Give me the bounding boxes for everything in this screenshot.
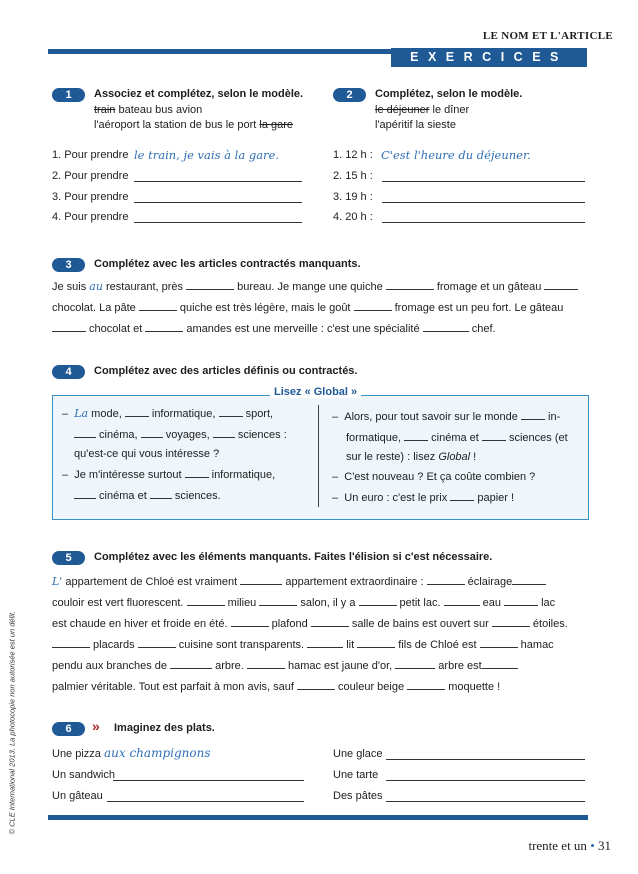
chapter-title: LE NOM ET L'ARTICLE — [482, 30, 613, 42]
text: hamac est jaune d'or, — [284, 660, 396, 672]
box-right-line-5 — [332, 491, 514, 504]
blank[interactable] — [504, 596, 538, 606]
magazine-name: Global — [438, 451, 471, 463]
blank[interactable] — [213, 428, 235, 438]
blank[interactable] — [52, 322, 86, 332]
exercise-3-line-3 — [52, 322, 496, 335]
exercise-6-right-1: Une glace — [333, 748, 383, 760]
blank[interactable] — [247, 659, 285, 669]
text: cinéma, — [96, 429, 141, 441]
text: couleur beige — [334, 681, 408, 693]
box-left-line-2 — [74, 428, 287, 441]
item-number: 2. — [333, 170, 343, 182]
struck-word: le déjeuner — [375, 104, 430, 116]
text: chef. — [468, 323, 496, 335]
word-list: le dîner — [429, 104, 470, 116]
exercise-2-item-3 — [333, 191, 373, 203]
exercise-3-instruction: Complétez avec les articles contractés manquants. — [94, 258, 361, 270]
blank[interactable] — [359, 596, 397, 606]
answer-line[interactable] — [107, 801, 304, 802]
blank[interactable] — [145, 322, 183, 332]
blank[interactable] — [185, 468, 209, 478]
blank[interactable] — [423, 322, 469, 332]
exercise-5-badge: 5 — [52, 551, 85, 565]
text: Je m'intéresse surtout — [74, 469, 185, 481]
page-number: 31 — [598, 838, 611, 853]
blank[interactable] — [52, 638, 90, 648]
text: in- — [544, 411, 561, 423]
item-text: 12 h : — [345, 149, 373, 161]
exercises-band: EXERCICES — [391, 48, 587, 67]
blank[interactable] — [141, 428, 163, 438]
blank[interactable] — [259, 596, 297, 606]
handwritten-answer: La — [74, 407, 89, 420]
text: fromage est un peu fort. Le gâteau — [391, 302, 564, 314]
exercise-1-instruction: Associez et complétez, selon le modèle. — [94, 88, 304, 100]
answer-line[interactable] — [382, 181, 585, 182]
text: restaurant, près — [102, 281, 187, 293]
text: ! — [470, 451, 477, 463]
blank[interactable] — [480, 638, 518, 648]
double-arrow-icon: » — [92, 718, 100, 734]
answer-line[interactable] — [134, 222, 302, 223]
item-text: Pour prendre — [64, 211, 129, 223]
text: eau — [479, 597, 505, 609]
blank[interactable] — [521, 410, 545, 420]
exercise-1-item-2 — [52, 170, 128, 182]
exercise-5-line-2 — [52, 596, 555, 609]
answer-line[interactable] — [134, 202, 302, 203]
blank[interactable] — [544, 280, 578, 290]
exercise-4-instruction: Complétez avec des articles définis ou contractés. — [94, 365, 358, 377]
exercise-6-right-3: Des pâtes — [333, 790, 383, 802]
exercise-1-words-line2 — [94, 119, 293, 131]
text: arbre. — [212, 660, 247, 672]
blank[interactable] — [307, 638, 343, 648]
text: Alors, pour tout savoir sur le monde — [344, 411, 521, 423]
answer-line[interactable] — [386, 801, 585, 802]
exercise-2-badge: 2 — [333, 88, 366, 102]
blank[interactable] — [240, 575, 282, 585]
item-number: 3. — [52, 191, 62, 203]
item-text: Pour prendre — [64, 170, 129, 182]
page-number-words: trente et un — [528, 838, 587, 853]
text: lac — [538, 597, 556, 609]
text: lit — [343, 639, 358, 651]
exercise-5-line-3 — [52, 617, 568, 630]
header-rule — [48, 49, 391, 54]
bullet-icon: • — [590, 838, 595, 853]
answer-line[interactable] — [113, 780, 304, 781]
exercise-2-item-1 — [333, 149, 373, 161]
blank[interactable] — [138, 638, 176, 648]
text: quiche est très légère, mais le goût — [176, 302, 354, 314]
text: cinéma et — [428, 432, 482, 444]
exercise-6-left-2: Un sandwich — [52, 769, 115, 781]
blank[interactable] — [407, 680, 445, 690]
box-divider — [318, 405, 319, 507]
box-left-line-4 — [62, 468, 275, 481]
item-text: Pour prendre — [64, 191, 129, 203]
blank[interactable] — [395, 659, 435, 669]
blank[interactable] — [219, 407, 243, 417]
blank[interactable] — [125, 407, 149, 417]
text: salle de bains est ouvert sur — [348, 618, 492, 630]
answer-line[interactable] — [386, 759, 585, 760]
item-text: 19 h : — [345, 191, 373, 203]
text: moquette ! — [445, 681, 501, 693]
exercise-3-line-1 — [52, 280, 578, 293]
exercise-5-line-6 — [52, 680, 500, 693]
blank[interactable] — [482, 659, 518, 669]
text: pendu aux branches de — [52, 660, 171, 672]
text: informatique, — [148, 408, 219, 420]
box-right-line-4 — [332, 471, 535, 483]
blank[interactable] — [512, 575, 546, 585]
blank[interactable] — [297, 680, 335, 690]
text: fromage et un gâteau — [433, 281, 545, 293]
text: appartement extraordinaire : — [282, 576, 427, 588]
blank[interactable] — [450, 491, 474, 501]
item-number: 4. — [333, 211, 343, 223]
text: cuisine sont transparents. — [175, 639, 308, 651]
exercise-1-badge: 1 — [52, 88, 85, 102]
text: Je suis — [52, 281, 90, 293]
text: palmier véritable. Tout est parfait à mon avis, sauf — [52, 681, 297, 693]
blank[interactable] — [444, 596, 480, 606]
blank[interactable] — [150, 489, 172, 499]
blank[interactable] — [354, 301, 392, 311]
exercise-4-badge: 4 — [52, 365, 85, 379]
text: bureau. Je mange une quiche — [234, 281, 386, 293]
blank[interactable] — [74, 489, 96, 499]
exercise-5-instruction: Complétez avec les éléments manquants. Faites l'élision si c'est nécessaire. — [94, 551, 493, 563]
exercise-2-item-2 — [333, 170, 373, 182]
handwritten-answer: L' — [52, 575, 63, 588]
item-text: Pour prendre — [64, 149, 129, 161]
text: plafond — [268, 618, 311, 630]
exercise-5-line-5 — [52, 659, 518, 672]
text: salon, il y a — [297, 597, 359, 609]
exercise-2-item-4 — [333, 211, 373, 223]
box-title: Lisez « Global » — [270, 386, 361, 398]
answer-line[interactable] — [382, 202, 585, 203]
text: voyages, — [162, 429, 213, 441]
box-right-line-1 — [332, 410, 560, 423]
blank[interactable] — [170, 659, 212, 669]
dash: – — [62, 408, 69, 420]
word-list: bateau bus avion — [115, 104, 203, 116]
text: Un euro : c'est le prix — [344, 492, 451, 504]
text: informatique, — [208, 469, 276, 481]
blank[interactable] — [386, 280, 434, 290]
answer-line[interactable] — [386, 780, 585, 781]
struck-word: la gare — [259, 119, 294, 131]
exercise-5-line-4 — [52, 638, 554, 651]
exercise-6-right-2: Une tarte — [333, 769, 379, 781]
blank[interactable] — [74, 428, 96, 438]
footer-rule — [48, 815, 588, 820]
exercise-2-words-line1 — [375, 104, 469, 116]
exercise-5-line-1 — [52, 575, 546, 588]
text: fils de Chloé est — [395, 639, 480, 651]
exercise-2-words-line2: l'apéritif la sieste — [375, 119, 456, 131]
text: appartement de Chloé est vraiment — [62, 576, 241, 588]
dash: – — [332, 471, 339, 483]
item-number: 2. — [52, 170, 62, 182]
text: placards — [90, 639, 138, 651]
exercise-2-answer-1: C'est l'heure du déjeuner. — [381, 148, 531, 162]
blank[interactable] — [482, 431, 506, 441]
blank[interactable] — [404, 431, 428, 441]
exercise-3-line-2 — [52, 301, 563, 314]
text: milieu — [224, 597, 260, 609]
exercise-1-item-3 — [52, 191, 128, 203]
word-list: l'aéroport la station de bus le port — [94, 119, 260, 131]
text: formatique, — [346, 432, 405, 444]
box-left-line-5 — [74, 489, 221, 502]
text: étoiles. — [529, 618, 568, 630]
blank[interactable] — [311, 617, 349, 627]
box-right-line-2 — [346, 431, 568, 444]
text: hamac — [517, 639, 554, 651]
dash: – — [332, 492, 339, 504]
blank[interactable] — [186, 280, 234, 290]
item-text: 20 h : — [345, 211, 373, 223]
copyright-text: © CLE International 2013. La photocopie non autorisée est un délit. — [7, 610, 17, 835]
text: papier ! — [474, 492, 515, 504]
exercise-1-answer-1: le train, je vais à la gare. — [134, 148, 280, 162]
item-number: 4. — [52, 211, 62, 223]
copyright-note — [2, 570, 16, 840]
exercise-1-words-line1 — [94, 104, 202, 116]
exercise-1-item-1 — [52, 149, 128, 161]
text: couloir est vert fluorescent. — [52, 597, 187, 609]
box-right-line-3 — [346, 451, 476, 463]
answer-line[interactable] — [134, 181, 302, 182]
exercise-6-instruction: Imaginez des plats. — [114, 722, 215, 734]
text: petit lac. — [396, 597, 444, 609]
text: sciences : — [234, 429, 287, 441]
text: sciences. — [171, 490, 221, 502]
item-text: 15 h : — [345, 170, 373, 182]
text: amandes est une merveille : c'est une spécialité — [183, 323, 423, 335]
item-number: 3. — [333, 191, 343, 203]
text: est chaude en hiver et froide en été. — [52, 618, 231, 630]
page-footer — [528, 838, 611, 854]
blank[interactable] — [427, 575, 465, 585]
blank[interactable] — [139, 301, 177, 311]
answer-line[interactable] — [382, 222, 585, 223]
text: éclairage — [464, 576, 513, 588]
text: mode, — [88, 408, 125, 420]
exercise-1-item-4 — [52, 211, 128, 223]
blank[interactable] — [187, 596, 225, 606]
struck-word: train — [94, 104, 116, 116]
box-left-line-1 — [62, 407, 273, 420]
text: arbre est — [435, 660, 482, 672]
text: C'est nouveau ? Et ça coûte combien ? — [344, 471, 536, 483]
exercise-6-left-1: Une pizza — [52, 748, 101, 760]
exercise-6-badge: 6 — [52, 722, 85, 736]
blank[interactable] — [231, 617, 269, 627]
text: sciences (et — [505, 432, 568, 444]
exercise-2-instruction: Complétez, selon le modèle. — [375, 88, 523, 100]
text: sur le reste) : lisez — [346, 451, 439, 463]
box-left-line-3: qu'est-ce qui vous intéresse ? — [74, 448, 220, 460]
text: chocolat. La pâte — [52, 302, 139, 314]
dash: – — [62, 469, 69, 481]
blank[interactable] — [357, 638, 395, 648]
handwritten-answer: au — [89, 280, 103, 293]
text: sport, — [242, 408, 274, 420]
exercise-6-left-3: Un gâteau — [52, 790, 103, 802]
item-number: 1. — [52, 149, 62, 161]
blank[interactable] — [492, 617, 530, 627]
exercise-3-badge: 3 — [52, 258, 85, 272]
text: cinéma et — [96, 490, 150, 502]
text: chocolat et — [86, 323, 146, 335]
item-number: 1. — [333, 149, 343, 161]
dash: – — [332, 411, 339, 423]
exercise-6-answer-1: aux champignons — [104, 746, 211, 760]
